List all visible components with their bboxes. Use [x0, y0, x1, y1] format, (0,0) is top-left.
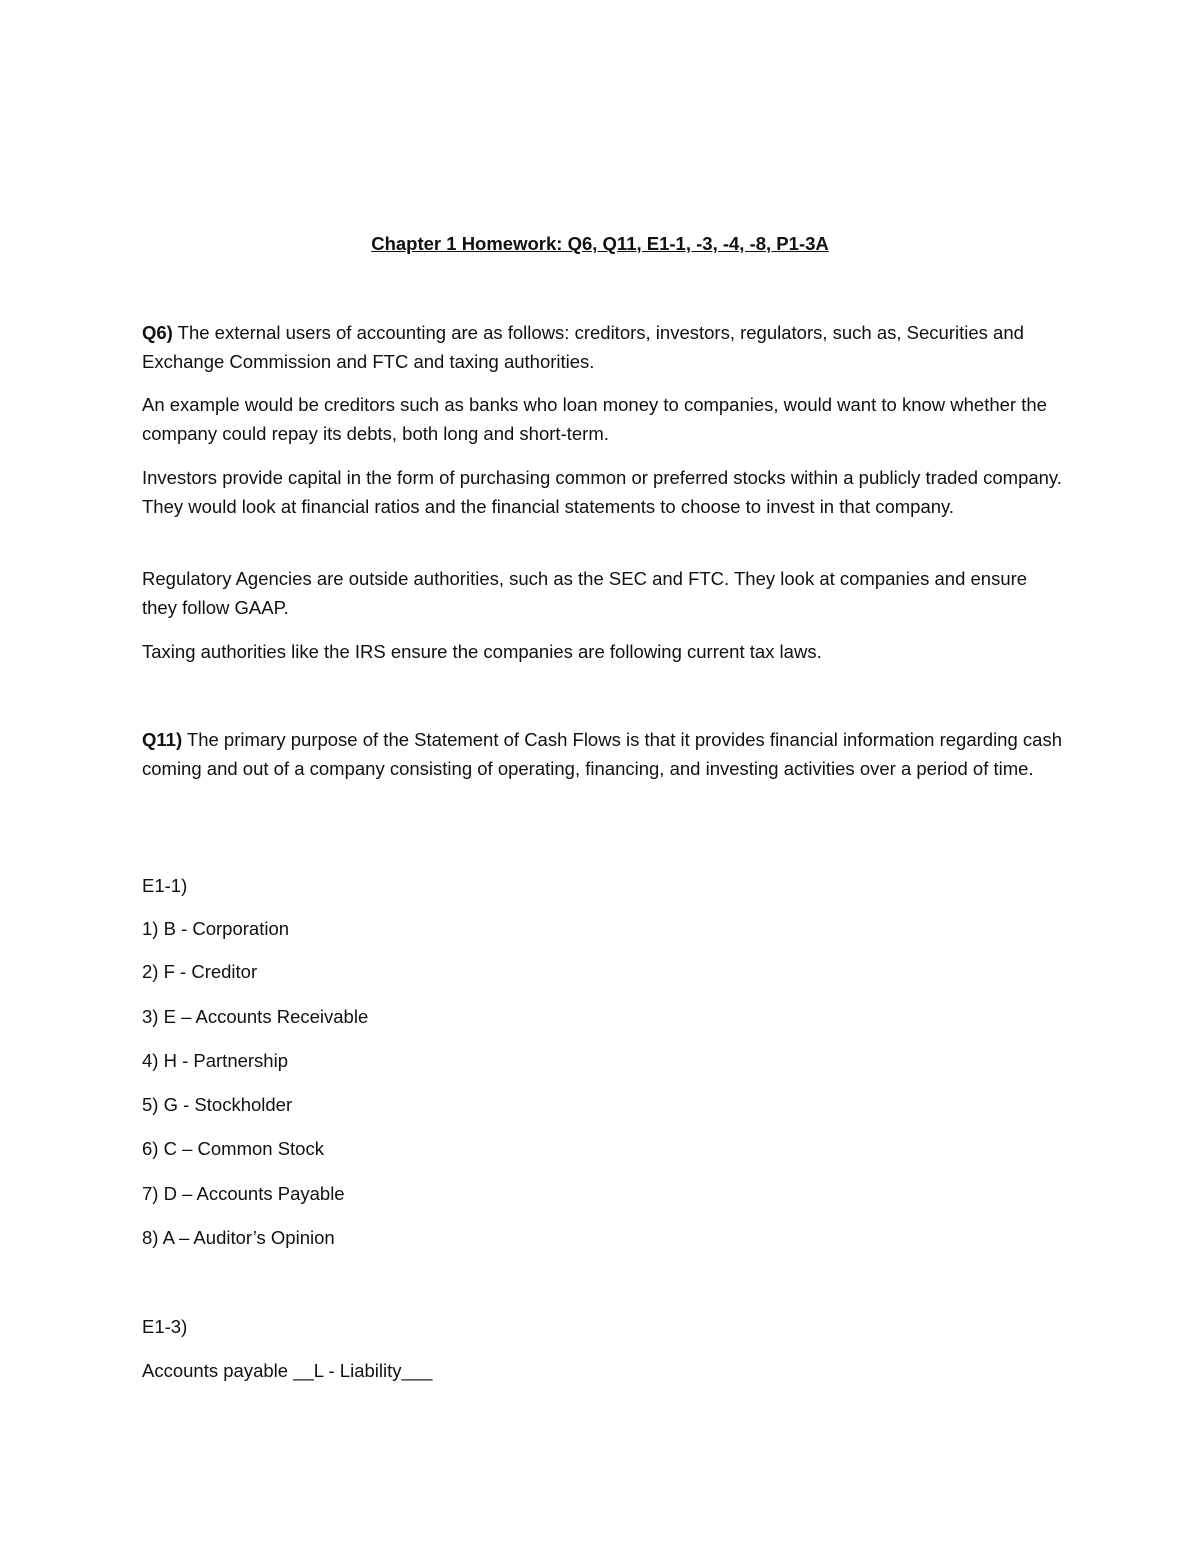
e1-1-item: 2) F - Creditor [142, 961, 258, 982]
q6-label: Q6) [142, 322, 173, 343]
q11-label: Q11) [142, 729, 183, 750]
e1-3-heading: E1-3) [142, 1316, 188, 1337]
q6-paragraph-3: Investors provide capital in the form of purchasing common or preferred stocks within a publicly traded company. They would look at financial ratios and the financial statements to choose to invest in that company. [142, 467, 1062, 517]
e1-1-item: 1) B - Corporation [142, 918, 290, 939]
e1-3-line: Accounts payable __L - Liability___ [142, 1360, 433, 1381]
page-title: Chapter 1 Homework: Q6, Q11, E1-1, -3, -4, -8, P1-3A [371, 233, 829, 254]
q11-paragraph [142, 725, 1062, 783]
e1-1-item: 5) G - Stockholder [142, 1094, 293, 1115]
q6-paragraph-2: An example would be creditors such as banks who loan money to companies, would want to know whether the company could repay its debts, both long and short-term. [142, 394, 1047, 444]
e1-1-item: 7) D – Accounts Payable [142, 1183, 345, 1204]
q6-paragraph-1 [142, 318, 1062, 376]
e1-1-item: 3) E – Accounts Receivable [142, 1006, 369, 1027]
e1-1-heading: E1-1) [142, 875, 188, 896]
q6-paragraph-5: Taxing authorities like the IRS ensure the companies are following current tax laws. [142, 641, 822, 662]
q6-paragraph-4: Regulatory Agencies are outside authorities, such as the SEC and FTC. They look at companies and ensure they follow GAAP. [142, 568, 1028, 618]
e1-1-item: 6) C – Common Stock [142, 1138, 324, 1159]
e1-1-item: 4) H - Partnership [142, 1050, 288, 1071]
q6-text-1: The external users of accounting are as follows: creditors, investors, regulators, such as, Securities and Exchange Commission and FTC and taxing authorities. [142, 322, 1024, 372]
q11-text: The primary purpose of the Statement of Cash Flows is that it provides financial information regarding cash coming and out of a company consisting of operating, financing, and investing activities over a period of time. [142, 729, 1062, 779]
e1-1-item: 8) A – Auditor’s Opinion [142, 1227, 335, 1248]
